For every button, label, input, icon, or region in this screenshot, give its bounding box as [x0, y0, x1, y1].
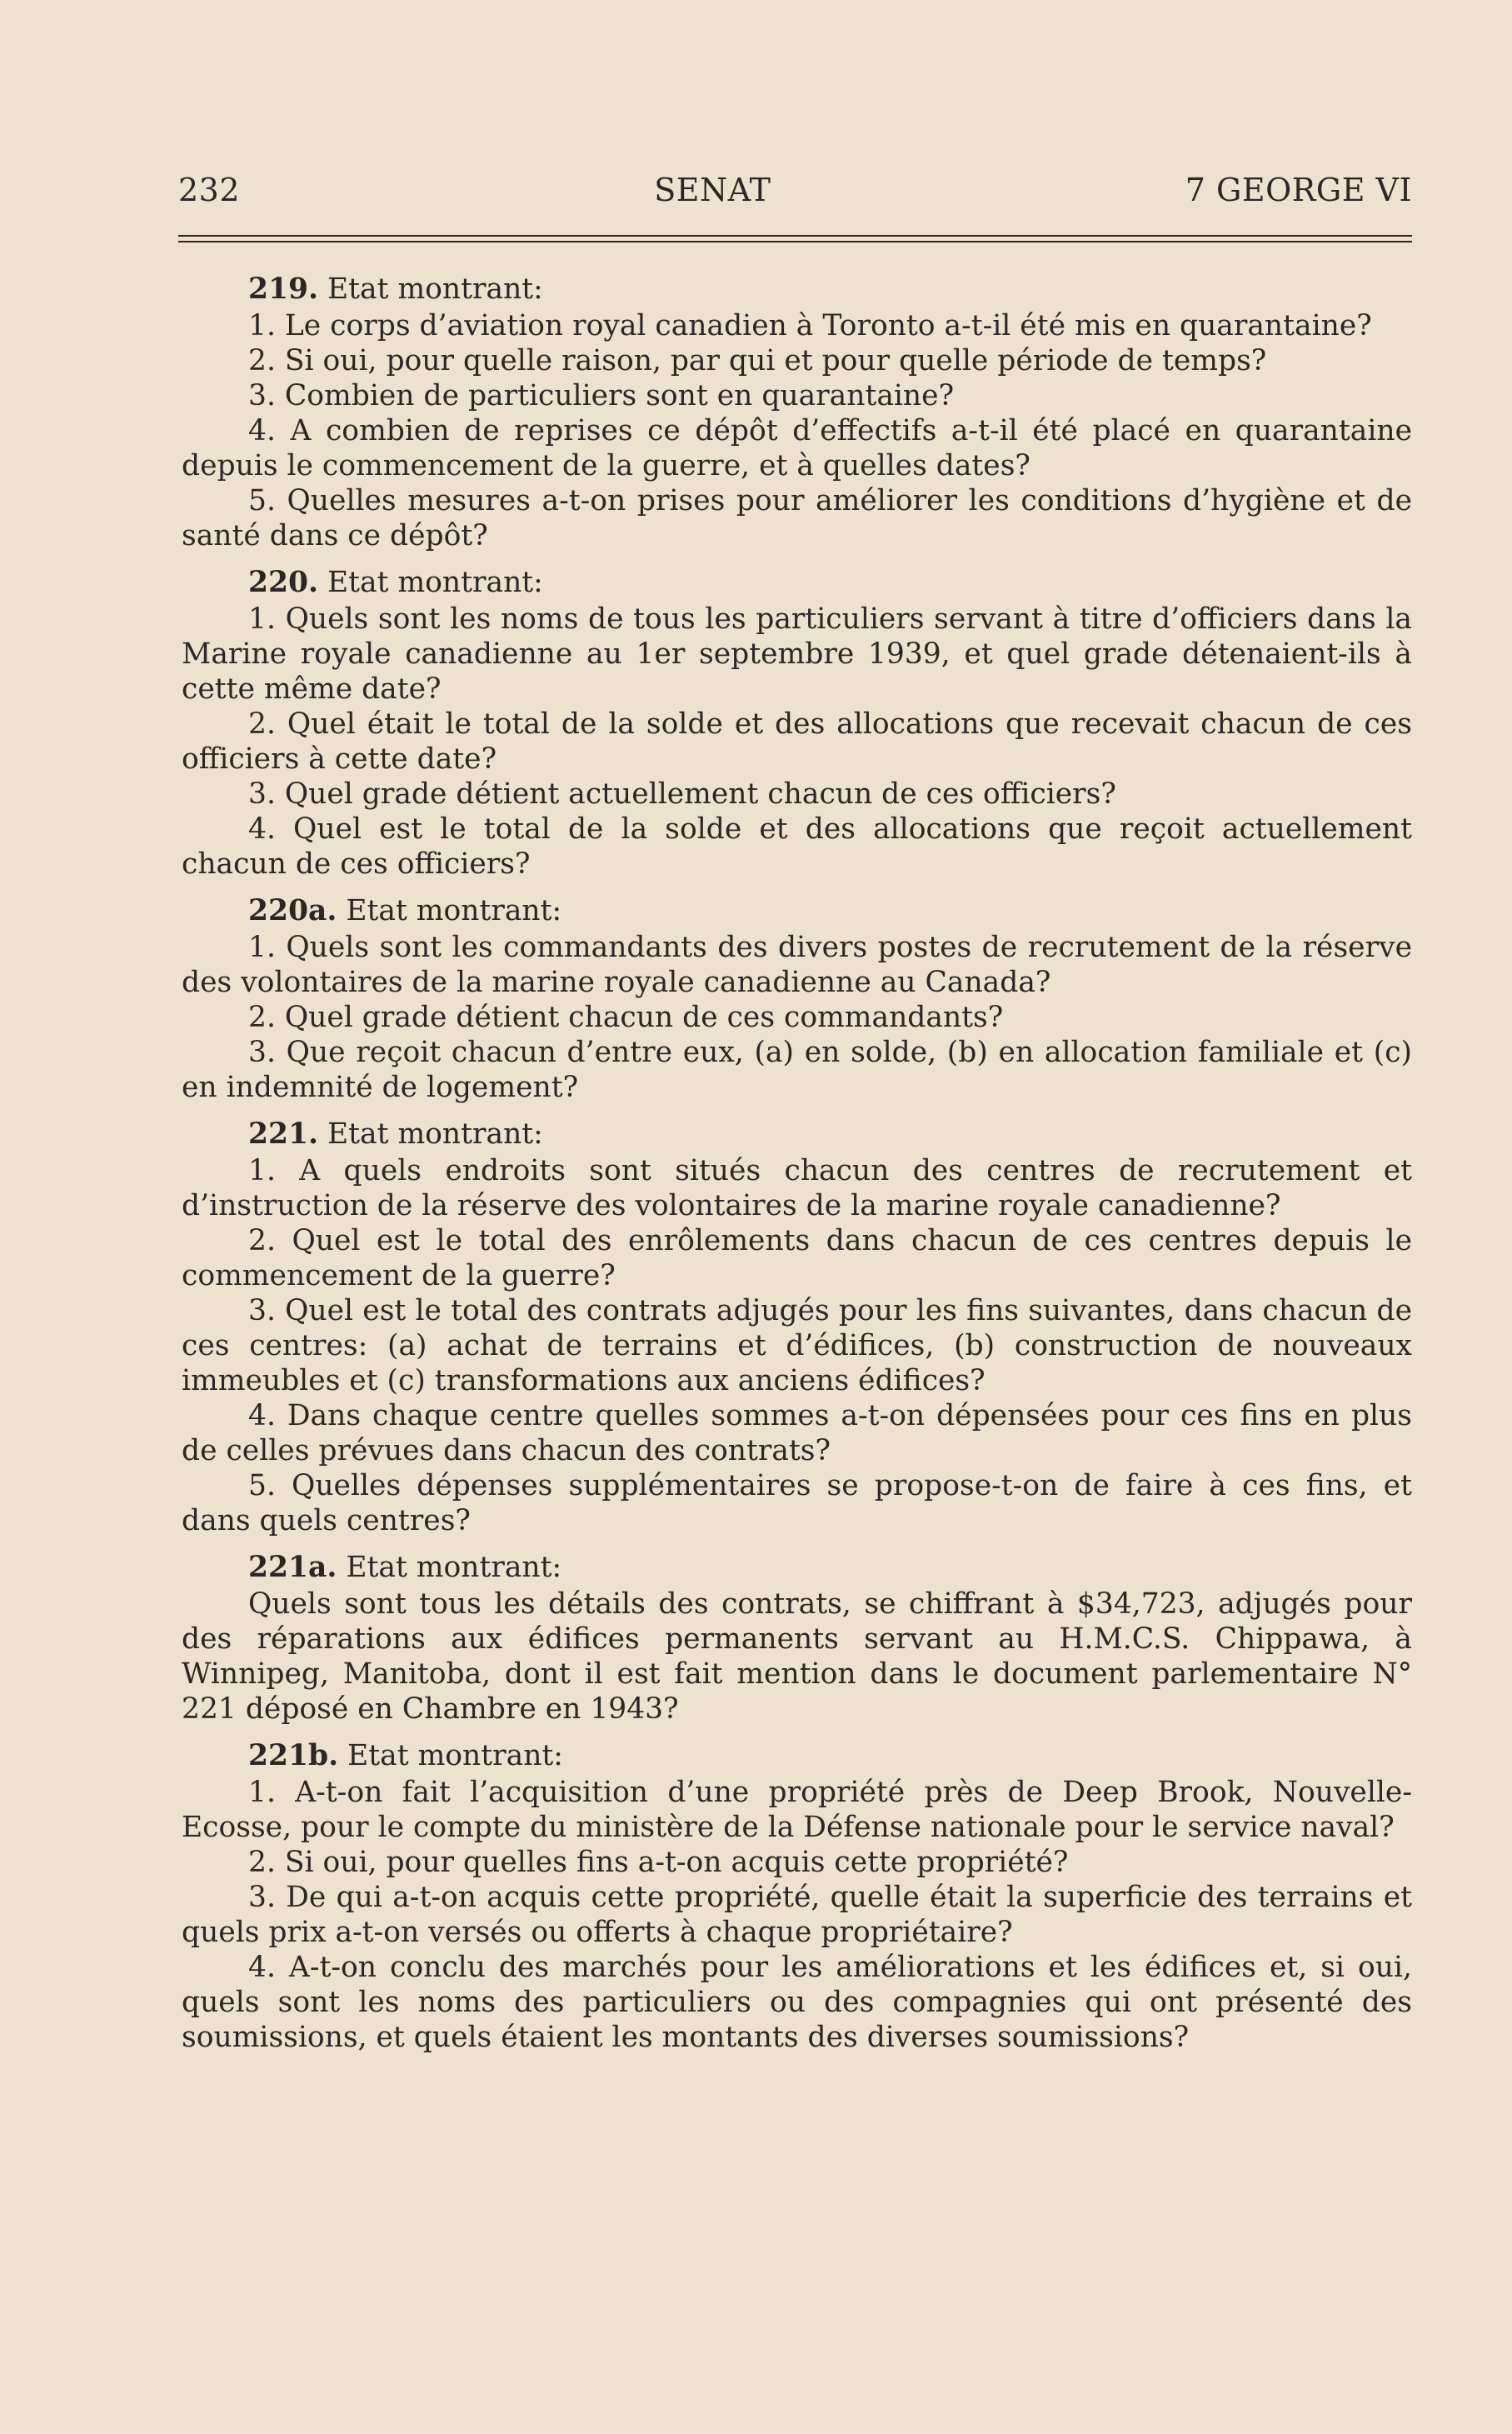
entry-221	[182, 1117, 1412, 1538]
question-item: 1. Le corps d’aviation royal canadien à Toronto a-t-il été mis en quarantaine?	[248, 309, 1372, 342]
entry-heading: Etat montrant:	[346, 1551, 562, 1584]
running-head	[178, 172, 1412, 208]
entry-number: 219.	[248, 272, 319, 306]
question-item: 2. Quel est le total des enrôlements dans chacun de ces centres depuis le commencement de la guerre?	[182, 1224, 1412, 1292]
page-title: SENAT	[654, 172, 771, 208]
question-item: 3. De qui a-t-on acquis cette propriété, quelle était la superficie des terrains et quels prix a-t-on versés ou offerts à chaque propriétaire?	[182, 1881, 1412, 1949]
entry-220a	[182, 893, 1412, 1105]
question-item: 1. Quels sont les noms de tous les particuliers servant à titre d’officiers dans la Marine royale canadienne au 1er septembre 1939, et quel grade détenaient-ils à cette même date?	[182, 602, 1412, 706]
question-item: 2. Quel était le total de la solde et des allocations que recevait chacun de ces officiers à cette date?	[182, 707, 1412, 776]
question-item: 2. Quel grade détient chacun de ces commandants?	[248, 1001, 1004, 1034]
question-item: 1. A quels endroits sont situés chacun des centres de recrutement et d’instruction de la réserve des volontaires de la marine royale canadienne?	[182, 1154, 1412, 1222]
question-item: 3. Que reçoit chacun d’entre eux, (a) en solde, (b) en allocation familiale et (c) en indemnité de logement?	[182, 1036, 1412, 1104]
regnal-year: 7 GEORGE VI	[1185, 172, 1412, 208]
entry-heading: Etat montrant:	[327, 1117, 543, 1151]
question-item: 1. Quels sont les commandants des divers postes de recrutement de la réserve des volontaires de la marine royale canadienne au Canada?	[182, 931, 1412, 999]
question-item: 4. Quel est le total de la solde et des allocations que reçoit actuellement chacun de ces officiers?	[182, 812, 1412, 881]
question-item: 4. A combien de reprises ce dépôt d’effectifs a-t-il été placé en quarantaine depuis le commencement de la guerre, et à quelles dates?	[182, 414, 1412, 482]
entry-220	[182, 565, 1412, 882]
entry-219	[182, 272, 1412, 553]
entry-heading: Etat montrant:	[327, 566, 543, 599]
page-body	[182, 272, 1412, 2067]
question-item: 3. Quel est le total des contrats adjugés pour les fins suivantes, dans chacun de ces centres: (a) achat de terrains et d’édifices, (b) construction de nouveaux immeubles et (c) transformations aux anciens édifices?	[182, 1294, 1412, 1397]
entry-heading: Etat montrant:	[327, 272, 543, 306]
entry-heading: Etat montrant:	[347, 1739, 563, 1772]
question-item: 5. Quelles dépenses supplémentaires se propose-t-on de faire à ces fins, et dans quels centres?	[182, 1469, 1412, 1537]
entry-heading: Etat montrant:	[346, 894, 562, 927]
entry-number: 220a.	[248, 894, 337, 927]
entry-number: 221.	[248, 1117, 319, 1151]
question-item: 4. A-t-on conclu des marchés pour les améliorations et les édifices et, si oui, quels sont les noms des particuliers ou des compagnies qui ont présenté des soumissions, et quels étaient les montants des diverses soumissions?	[182, 1951, 1412, 2054]
question-item: 5. Quelles mesures a-t-on prises pour améliorer les conditions d’hygiène et de santé dans ce dépôt?	[182, 484, 1412, 552]
question-item: 3. Quel grade détient actuellement chacun de ces officiers?	[248, 777, 1116, 811]
entry-221a	[182, 1550, 1412, 1727]
question-item: 3. Combien de particuliers sont en quarantaine?	[248, 379, 955, 412]
entry-221b	[182, 1738, 1412, 2055]
header-double-rule	[178, 235, 1412, 242]
question-item: 2. Si oui, pour quelles fins a-t-on acquis cette propriété?	[248, 1846, 1069, 1879]
entry-number: 220.	[248, 566, 319, 599]
question-item: 2. Si oui, pour quelle raison, par qui et pour quelle période de temps?	[248, 344, 1267, 377]
page-number: 232	[178, 172, 241, 208]
entry-number: 221a.	[248, 1551, 337, 1584]
entry-number: 221b.	[248, 1739, 339, 1772]
question-item: Quels sont tous les détails des contrats, se chiffrant à $34,723, adjugés pour des réparations aux édifices permanents servant au H.M.C.S. Chippawa, à Winnipeg, Manitoba, dont il est fait mention dans le document parlementaire N° 221 déposé en Chambre en 1943?	[182, 1587, 1412, 1726]
question-item: 4. Dans chaque centre quelles sommes a-t-on dépensées pour ces fins en plus de celles prévues dans chacun des contrats?	[182, 1399, 1412, 1467]
question-item: 1. A-t-on fait l’acquisition d’une propriété près de Deep Brook, Nouvelle-Ecosse, pour le compte du ministère de la Défense nationale pour le service naval?	[182, 1776, 1412, 1844]
